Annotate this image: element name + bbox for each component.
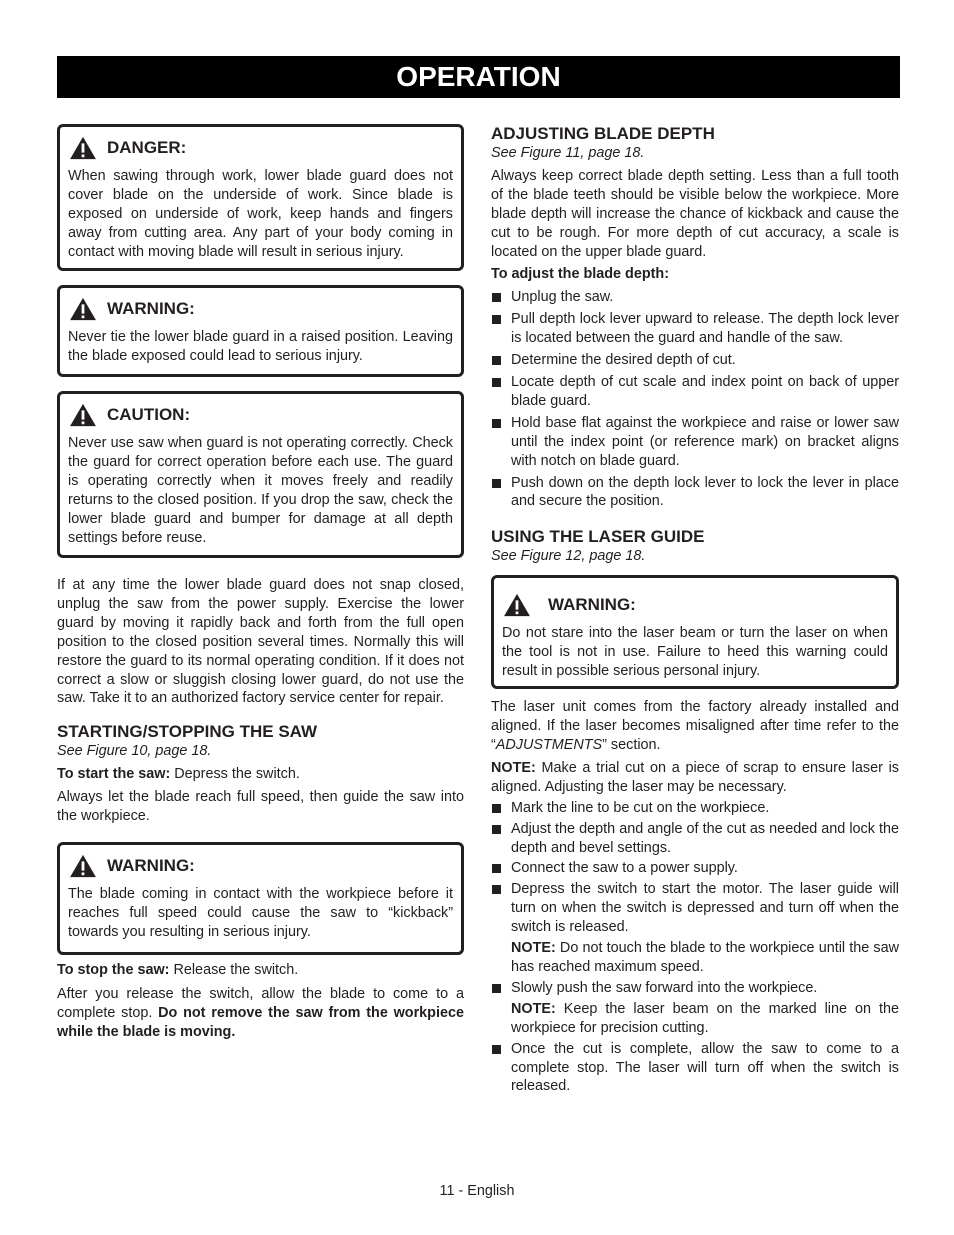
caution-title: CAUTION: — [107, 405, 191, 424]
depth-intro: Always keep correct blade depth setting. Less than a full tooth of the blade teeth should be visible below the workpiece. More blade depth will increase the chance of kickback and cause the cut to be rough. For more depth of cut accuracy, a scale is located on the upper blade guard. — [491, 167, 899, 260]
list-item — [491, 1040, 899, 1097]
warning-title: WARNING: — [107, 299, 195, 318]
page-number: 11 - English — [439, 1183, 515, 1199]
list-item-text: Once the cut is complete, allow the saw to come to a complete stop. The laser will turn off when the switch is released. — [511, 1040, 899, 1095]
page-footer — [0, 1183, 954, 1199]
list-item — [491, 351, 899, 370]
warning-triangle-icon — [68, 297, 98, 321]
list-item-text: Mark the line to be cut on the workpiece. — [511, 799, 770, 816]
list-item — [491, 414, 899, 471]
square-bullet-icon — [492, 378, 501, 387]
starting-stopping-heading: STARTING/STOPPING THE SAW — [57, 722, 318, 742]
square-bullet-icon — [492, 419, 501, 428]
start-text: Depress the switch. — [170, 766, 300, 783]
warning-text: Never tie the lower blade guard in a raised position. Leaving the blade exposed could lead to serious injury. — [68, 329, 453, 364]
warning-title: WARNING: — [107, 855, 195, 875]
square-bullet-icon — [492, 479, 501, 488]
note-label: NOTE: — [511, 1000, 556, 1017]
list-item-note — [511, 939, 899, 977]
warning-box-guard — [57, 285, 464, 377]
right-column — [491, 124, 899, 1096]
warning-header — [68, 294, 453, 324]
list-item-text: Locate depth of cut scale and index point on back of upper blade guard. — [511, 373, 899, 409]
danger-title: DANGER: — [107, 138, 187, 157]
list-item — [491, 979, 899, 1038]
caution-text: Never use saw when guard is not operating correctly. Check the guard for correct operation before each use. The guard is operating correctly when it moves freely and readily returns to the closed position. If you drop the saw, check the lower blade guard and bumper for damage at all depth settings before reuse. — [68, 435, 453, 546]
list-item-text: Hold base flat against the workpiece and raise or lower saw until the index point (or reference mark) on bracket aligns with notch on blade guard. — [511, 414, 899, 469]
stop-label: To stop the saw: — [57, 961, 170, 978]
guard-paragraph: If at any time the lower blade guard does not snap closed, unplug the saw from the power supply. Exercise the lower guard by moving it rapidly back and forth from the full open position to the closed position several times. Normally this will restore the guard to its normal operating condition. If it does not correct a slow or sluggish closing lower guard, do not use the saw. Take it to an authorized factory service center for repair. — [57, 577, 464, 707]
note-label: NOTE: — [511, 940, 556, 957]
full-speed-paragraph: Always let the blade reach full speed, then guide the saw into the workpiece. — [57, 789, 464, 825]
left-column — [57, 124, 464, 1042]
square-bullet-icon — [492, 315, 501, 324]
figure-reference: See Figure 12, page 18. — [491, 548, 646, 565]
list-item — [491, 288, 899, 307]
warning-header — [68, 851, 453, 881]
page-title: OPERATION — [396, 61, 561, 92]
laser-note — [491, 759, 899, 797]
warning-box-kickback — [57, 842, 464, 955]
warning-text: Do not stare into the laser beam or turn the laser on when the tool is not in use. Failure to heed this warning could result in possible serious personal injury. — [502, 625, 888, 680]
stop-instruction — [57, 961, 464, 980]
list-item-text: Slowly push the saw forward into the workpiece. — [511, 979, 818, 996]
warning-triangle-icon — [68, 136, 98, 160]
list-item — [491, 880, 899, 977]
list-item — [491, 474, 899, 512]
square-bullet-icon — [492, 356, 501, 365]
list-item-text: Pull depth lock lever upward to release. The depth lock lever is located between the guard and handle of the saw. — [511, 311, 899, 347]
square-bullet-icon — [492, 885, 501, 894]
laser-steps-list — [491, 799, 899, 1097]
page-title-banner — [57, 56, 900, 98]
depth-steps-label — [491, 265, 899, 284]
list-item — [491, 820, 899, 858]
laser-intro-text-end: ” section. — [602, 737, 661, 754]
start-label: To start the saw: — [57, 766, 171, 783]
list-item-text: Depress the switch to start the motor. The laser guide will turn on when the switch is depressed and turn off when the switch is released. — [511, 881, 899, 936]
after-release-paragraph — [57, 985, 464, 1042]
warning-triangle-icon — [68, 403, 98, 427]
note-label: NOTE: — [491, 759, 536, 776]
square-bullet-icon — [492, 825, 501, 834]
note-text: Make a trial cut on a piece of scrap to ensure laser is aligned. Adjusting the laser may be necessary. — [491, 759, 899, 795]
adjusting-depth-heading: ADJUSTING BLADE DEPTH — [491, 124, 715, 143]
square-bullet-icon — [492, 1045, 501, 1054]
list-item — [491, 310, 899, 348]
after-release-bold: Do not remove the saw from the workpiece while the blade is moving. — [57, 1004, 464, 1040]
depth-steps-label-text: To adjust the blade depth: — [491, 266, 670, 283]
laser-intro — [491, 698, 899, 755]
adjustments-reference: ADJUSTMENTS — [495, 737, 603, 754]
list-item-text: Unplug the saw. — [511, 289, 614, 306]
square-bullet-icon — [492, 984, 501, 993]
note-text: Keep the laser beam on the marked line on the workpiece for precision cutting. — [511, 1000, 899, 1036]
figure-reference: See Figure 10, page 18. — [57, 743, 212, 760]
start-instruction — [57, 765, 464, 784]
figure-reference: See Figure 11, page 18. — [491, 145, 645, 161]
list-item-text: Push down on the depth lock lever to lock the lever in place and secure the position. — [511, 474, 899, 510]
laser-intro-text: The laser unit comes from the factory already installed and aligned. If the laser becomes misaligned after time refer to the “ — [491, 699, 899, 754]
danger-box — [57, 124, 464, 271]
caution-box — [57, 391, 464, 558]
warning-header — [502, 590, 888, 620]
note-text: Do not touch the blade to the workpiece until the saw has reached maximum speed. — [511, 940, 899, 975]
list-item-note — [511, 1000, 899, 1038]
list-item — [491, 373, 899, 411]
list-item — [491, 799, 899, 818]
warning-box-laser — [491, 575, 899, 689]
laser-guide-heading: USING THE LASER GUIDE — [491, 527, 705, 547]
square-bullet-icon — [492, 864, 501, 873]
warning-text: The blade coming in contact with the workpiece before it reaches full speed could cause the saw to “kickback” towards you resulting in serious injury. — [68, 885, 453, 940]
danger-header — [68, 133, 453, 163]
warning-title: WARNING: — [548, 595, 636, 615]
list-item-text: Determine the desired depth of cut. — [511, 352, 736, 369]
list-item — [491, 859, 899, 878]
list-item-text: Adjust the depth and angle of the cut as needed and lock the depth and bevel settings. — [511, 820, 899, 856]
depth-steps-list — [491, 288, 899, 511]
after-release-text: After you release the switch, allow the blade to come to a complete stop. — [57, 985, 464, 1021]
warning-triangle-icon — [68, 854, 98, 878]
stop-text: Release the switch. — [169, 961, 299, 978]
square-bullet-icon — [492, 804, 501, 813]
list-item-text: Connect the saw to a power supply. — [511, 860, 738, 877]
square-bullet-icon — [492, 293, 501, 302]
warning-triangle-icon — [502, 593, 532, 617]
danger-text: When sawing through work, lower blade guard does not cover blade on the underside of work. Since blade is exposed on underside of work, keep hands and fingers away from cutting area. Any part of your body coming in contact with moving blade will result in serious injury. — [68, 168, 453, 260]
caution-header — [68, 400, 453, 430]
